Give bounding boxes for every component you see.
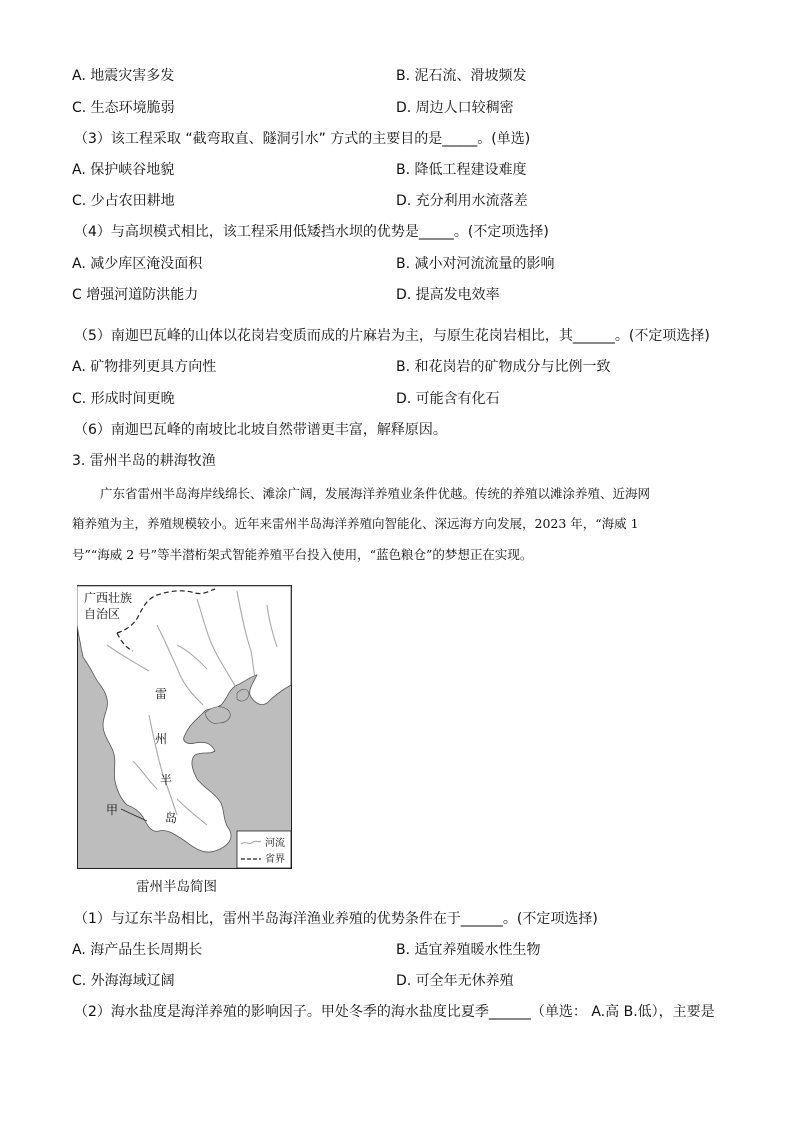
- option-d: D. 周边人口较稠密: [396, 100, 514, 116]
- map-figure: [77, 585, 292, 869]
- q3-option-d: D. 充分利用水流落差: [396, 193, 528, 209]
- q4-option-c: C 增强河道防洪能力: [72, 287, 199, 303]
- option-b: B. 泥石流、滑坡频发: [396, 68, 527, 84]
- question-3-stem: （3）该工程采取 “截弯取直、隧洞引水” 方式的主要目的是_____。(单选): [74, 131, 531, 147]
- location-marker-jia: 甲: [106, 803, 119, 817]
- question-5-stem: （5）南迦巴瓦峰的山体以花岗岩变质而成的片麻岩为主，与原生花岗岩相比，其______。(不定项选择): [74, 328, 710, 344]
- q5-option-d: D. 可能含有化石: [396, 391, 500, 407]
- s3q1-option-d: D. 可全年无休养殖: [396, 973, 514, 989]
- peninsula-char-3: 半: [160, 773, 173, 787]
- material-paragraph-line-3: 号”“海威 2 号”等半潜桁架式智能养殖平台投入使用，“蓝色粮仓”的梦想正在实现。: [72, 547, 533, 562]
- region-label-line-1: 广西壮族: [84, 591, 133, 605]
- option-c: C. 生态环境脆弱: [72, 100, 175, 116]
- q5-option-b: B. 和花岗岩的矿物成分与比例一致: [396, 359, 611, 375]
- q5-option-a: A. 矿物排列更具方向性: [72, 359, 217, 375]
- s3q1-option-b: B. 适宜养殖暖水性生物: [396, 942, 541, 958]
- option-a: A. 地震灾害多发: [72, 68, 175, 84]
- legend-river-label: 河流: [265, 838, 285, 849]
- peninsula-char-2: 州: [155, 732, 168, 746]
- peninsula-char-1: 雷: [155, 687, 168, 701]
- question-6-stem: （6）南迦巴瓦峰的南坡比北坡自然带谱更丰富，解释原因。: [74, 422, 447, 438]
- section-3-title: 3. 雷州半岛的耕海牧渔: [72, 453, 216, 469]
- s3-question-2-stem: （2）海水盐度是海洋养殖的影响因子。甲处冬季的海水盐度比夏季______（单选： A.高 B.低），主要是: [74, 1004, 715, 1020]
- peninsula-char-4: 岛: [165, 811, 178, 825]
- q4-option-a: A. 减少库区淹没面积: [72, 256, 203, 272]
- region-label-line-2: 自治区: [84, 607, 121, 621]
- s3-question-1-stem: （1）与辽东半岛相比，雷州半岛海洋渔业养殖的优势条件在于______。(不定项选择): [74, 911, 598, 927]
- leizhou-peninsula-map: [77, 585, 292, 869]
- s3q1-option-c: C. 外海海域辽阔: [72, 973, 175, 989]
- q3-option-a: A. 保护峡谷地貌: [72, 162, 175, 178]
- map-caption: 雷州半岛简图: [136, 879, 217, 895]
- q4-option-b: B. 减小对河流流量的影响: [396, 256, 555, 272]
- material-paragraph-line-1: 广东省雷州半岛海岸线绵长、滩涂广阔，发展海洋养殖业条件优越。传统的养殖以滩涂养殖、近海网: [100, 486, 651, 501]
- question-4-stem: （4）与高坝模式相比，该工程采用低矮挡水坝的优势是_____。(不定项选择): [74, 224, 549, 240]
- material-paragraph-line-2: 箱养殖为主，养殖规模较小。近年来雷州半岛海洋养殖向智能化、深远海方向发展，2023 年，“海威 1: [72, 516, 639, 531]
- q3-option-b: B. 降低工程建设难度: [396, 162, 527, 178]
- q3-option-c: C. 少占农田耕地: [72, 193, 175, 209]
- q5-option-c: C. 形成时间更晚: [72, 391, 175, 407]
- q4-option-d: D. 提高发电效率: [396, 287, 500, 303]
- s3q1-option-a: A. 海产品生长周期长: [72, 942, 203, 958]
- legend-border-label: 省界: [265, 854, 285, 865]
